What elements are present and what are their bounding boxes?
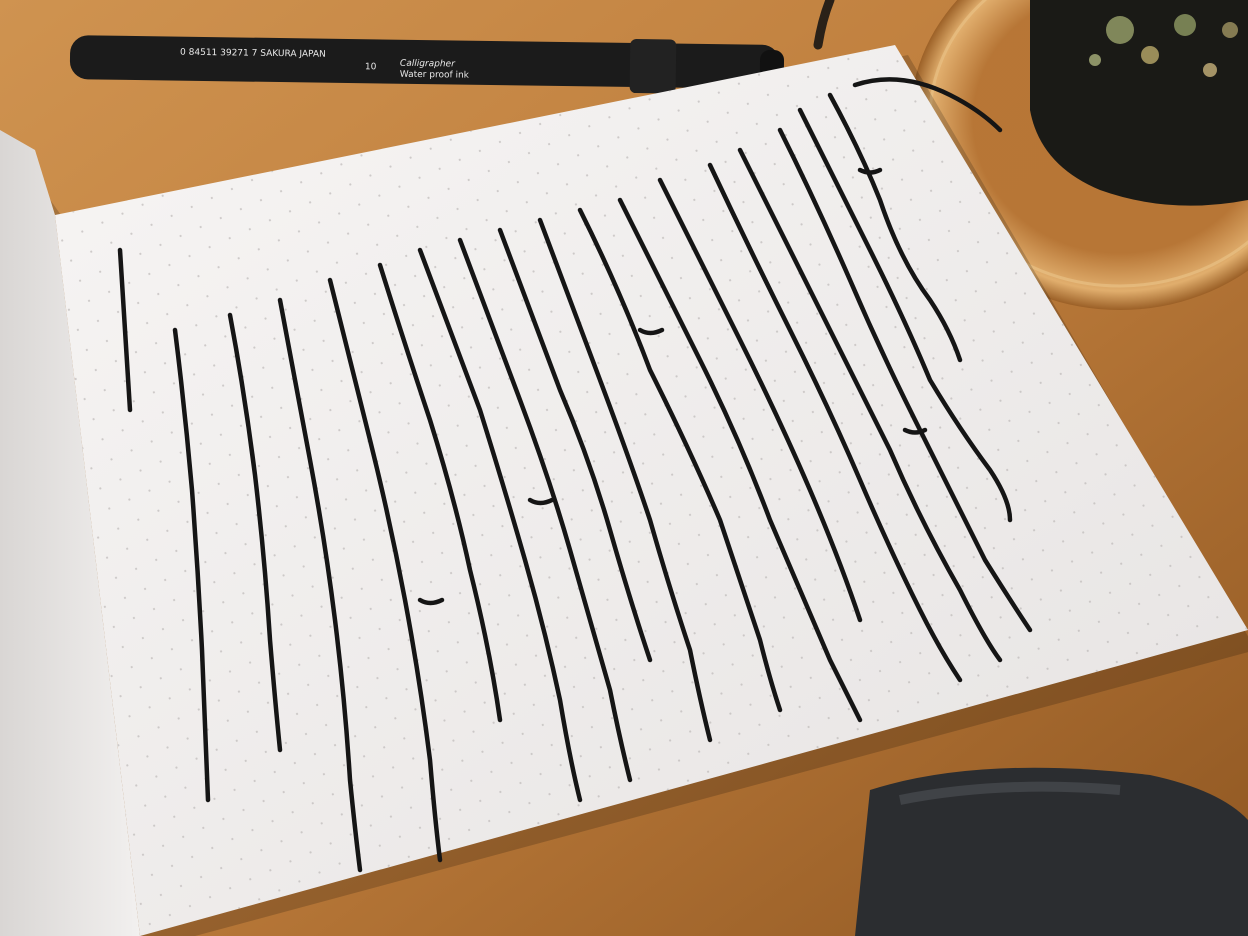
pen-label-text: Water proof ink (399, 69, 469, 81)
pen-barcode-text: 0 84511 39271 7 SAKURA JAPAN (180, 47, 326, 60)
pen-brand-text: Calligrapher (399, 58, 455, 70)
pen-size-mark: 10 (364, 62, 377, 73)
